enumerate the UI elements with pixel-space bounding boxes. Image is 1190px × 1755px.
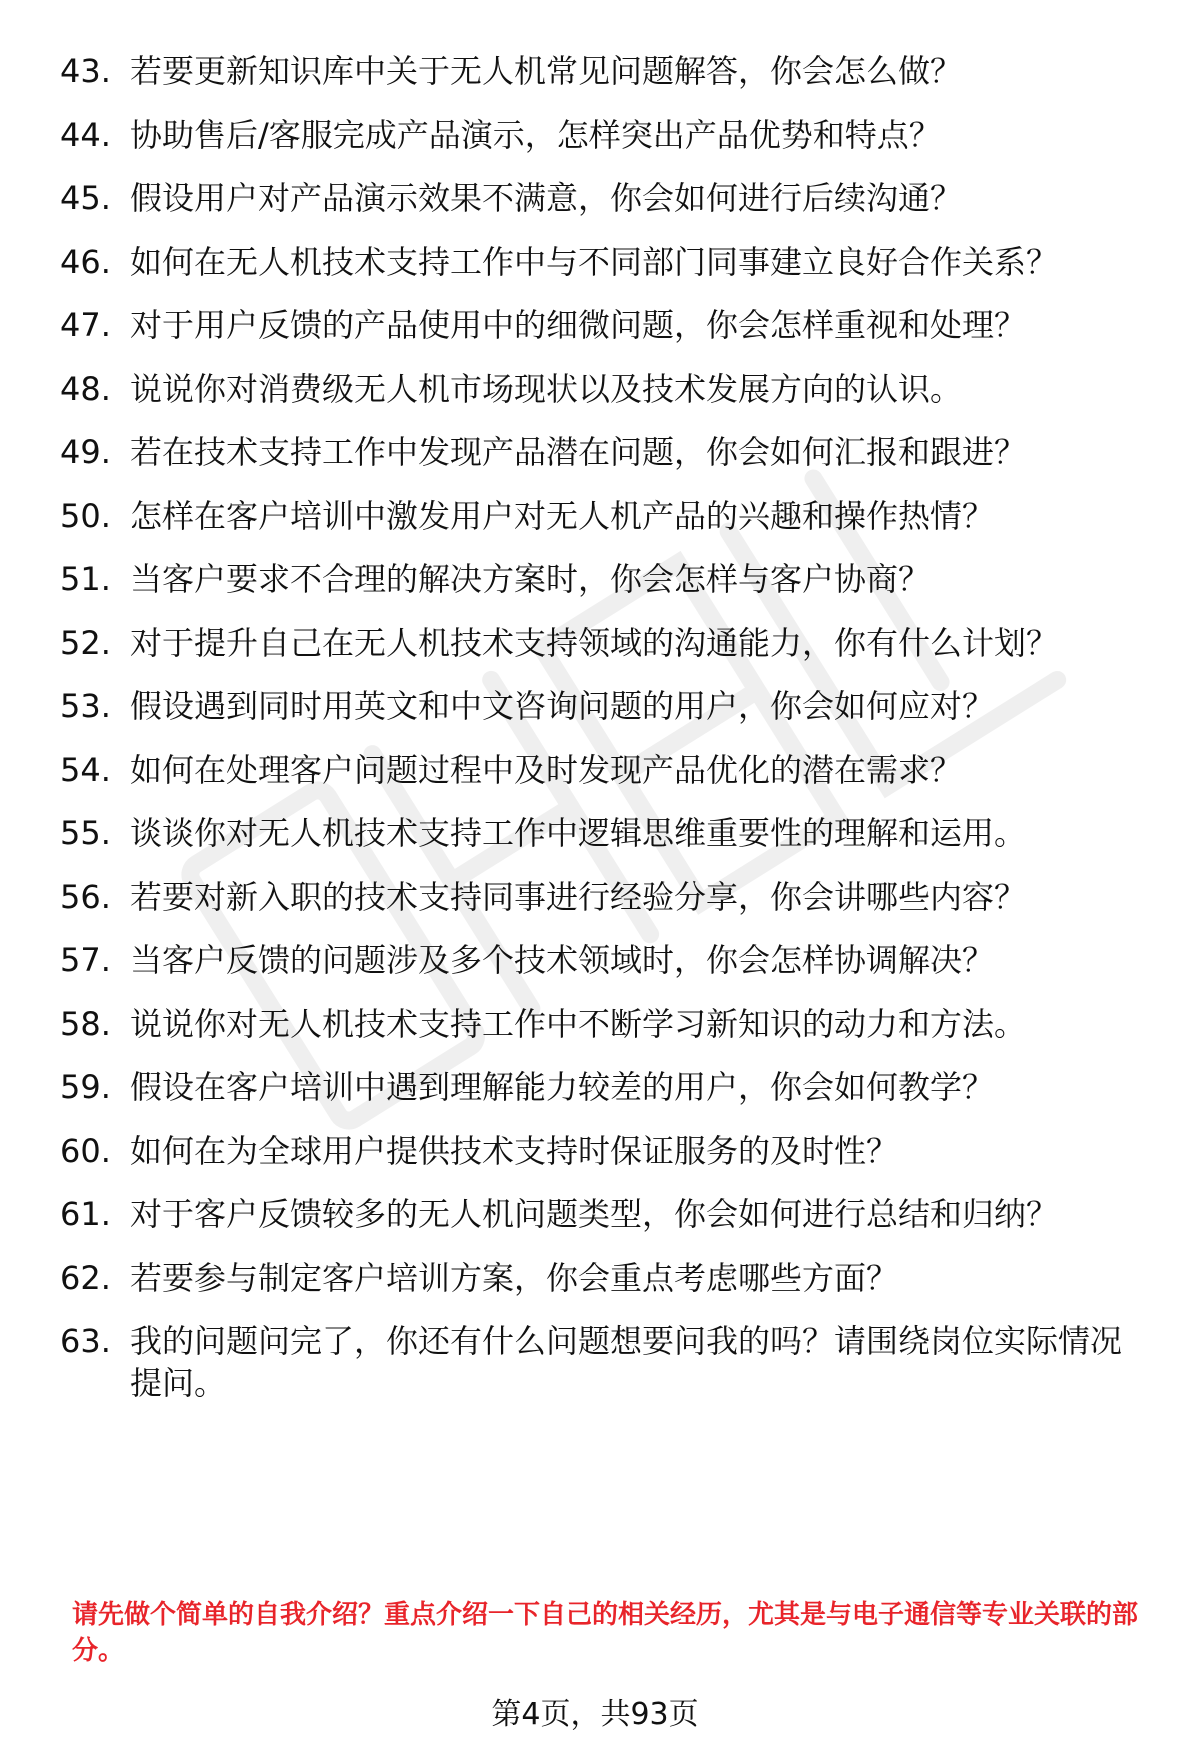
question-list	[60, 50, 1150, 1426]
question-item	[60, 1130, 1150, 1172]
question-text: 说说你对消费级无人机市场现状以及技术发展方向的认识。	[130, 369, 963, 408]
question-number: 62.	[60, 1258, 111, 1297]
question-item	[60, 495, 1150, 537]
question-item	[60, 241, 1150, 283]
page-number-footer: 第4页，共93页	[491, 1697, 699, 1732]
question-text: 对于客户反馈较多的无人机问题类型，你会如何进行总结和归纳？	[130, 1195, 1059, 1233]
question-text: 谈谈你对无人机技术支持工作中逻辑思维重要性的理解和运用。	[130, 814, 1027, 852]
question-item	[60, 114, 1150, 156]
question-text: 假设用户对产品演示效果不满意，你会如何进行后续沟通？	[130, 179, 963, 217]
question-text: 若要参与制定客户培训方案，你会重点考虑哪些方面？	[130, 1258, 899, 1297]
question-item	[60, 304, 1150, 346]
question-item	[60, 1003, 1150, 1045]
question-text: 若要更新知识库中关于无人机常见问题解答，你会怎么做？	[130, 52, 963, 90]
question-number: 46.	[60, 242, 111, 281]
question-number: 53.	[60, 687, 111, 725]
question-item	[60, 368, 1150, 410]
question-number: 51.	[60, 560, 111, 598]
question-item	[60, 1066, 1150, 1108]
question-text: 对于用户反馈的产品使用中的细微问题，你会怎样重视和处理？	[130, 306, 1027, 344]
question-number: 50.	[60, 496, 111, 535]
question-item	[60, 812, 1150, 854]
question-text: 如何在处理客户问题过程中及时发现产品优化的潜在需求？	[130, 750, 963, 789]
question-number: 57.	[60, 941, 111, 979]
question-number: 45.	[60, 179, 111, 217]
question-number: 60.	[60, 1131, 111, 1170]
question-number: 63.	[60, 1322, 111, 1360]
question-number: 56.	[60, 877, 111, 916]
question-text: 对于提升自己在无人机技术支持领域的沟通能力，你有什么计划？	[130, 623, 1059, 662]
question-text: 当客户反馈的问题涉及多个技术领域时，你会怎样协调解决？	[130, 941, 995, 979]
question-number: 55.	[60, 814, 111, 852]
question-item	[60, 749, 1150, 791]
question-item	[60, 50, 1150, 92]
question-text: 怎样在客户培训中激发用户对无人机产品的兴趣和操作热情？	[130, 496, 995, 535]
question-item	[60, 939, 1150, 981]
question-text: 如何在无人机技术支持工作中与不同部门同事建立良好合作关系？	[130, 242, 1059, 281]
question-text: 我的问题问完了，你还有什么问题想要问我的吗？请围绕岗位实际情况提问。	[130, 1322, 1123, 1402]
question-number: 59.	[60, 1068, 111, 1106]
question-item	[60, 431, 1150, 473]
question-number: 47.	[60, 306, 111, 344]
question-item	[60, 876, 1150, 918]
question-text: 协助售后/客服完成产品演示，怎样突出产品优势和特点？	[130, 115, 941, 154]
intro-note: 请先做个简单的自我介绍？重点介绍一下自己的相关经历，尤其是与电子通信等专业关联的部分。	[72, 1600, 1139, 1666]
question-item	[60, 177, 1150, 219]
question-text: 假设遇到同时用英文和中文咨询问题的用户，你会如何应对？	[130, 687, 995, 725]
question-number: 43.	[60, 52, 111, 90]
question-number: 49.	[60, 433, 111, 471]
question-number: 48.	[60, 369, 111, 408]
question-item	[60, 558, 1150, 600]
question-item	[60, 685, 1150, 727]
question-item	[60, 1257, 1150, 1299]
question-text: 说说你对无人机技术支持工作中不断学习新知识的动力和方法。	[130, 1004, 1027, 1043]
question-text: 若在技术支持工作中发现产品潜在问题，你会如何汇报和跟进？	[130, 433, 1027, 471]
question-number: 61.	[60, 1195, 111, 1233]
question-number: 54.	[60, 750, 111, 789]
question-text: 当客户要求不合理的解决方案时，你会怎样与客户协商？	[130, 560, 931, 598]
question-number: 52.	[60, 623, 111, 662]
question-item	[60, 1320, 1150, 1404]
question-text: 假设在客户培训中遇到理解能力较差的用户，你会如何教学？	[130, 1068, 995, 1106]
question-item	[60, 1193, 1150, 1235]
question-text: 若要对新入职的技术支持同事进行经验分享，你会讲哪些内容？	[130, 877, 1027, 916]
question-text: 如何在为全球用户提供技术支持时保证服务的及时性？	[130, 1131, 899, 1170]
question-number: 58.	[60, 1004, 111, 1043]
question-item	[60, 622, 1150, 664]
question-number: 44.	[60, 115, 111, 154]
